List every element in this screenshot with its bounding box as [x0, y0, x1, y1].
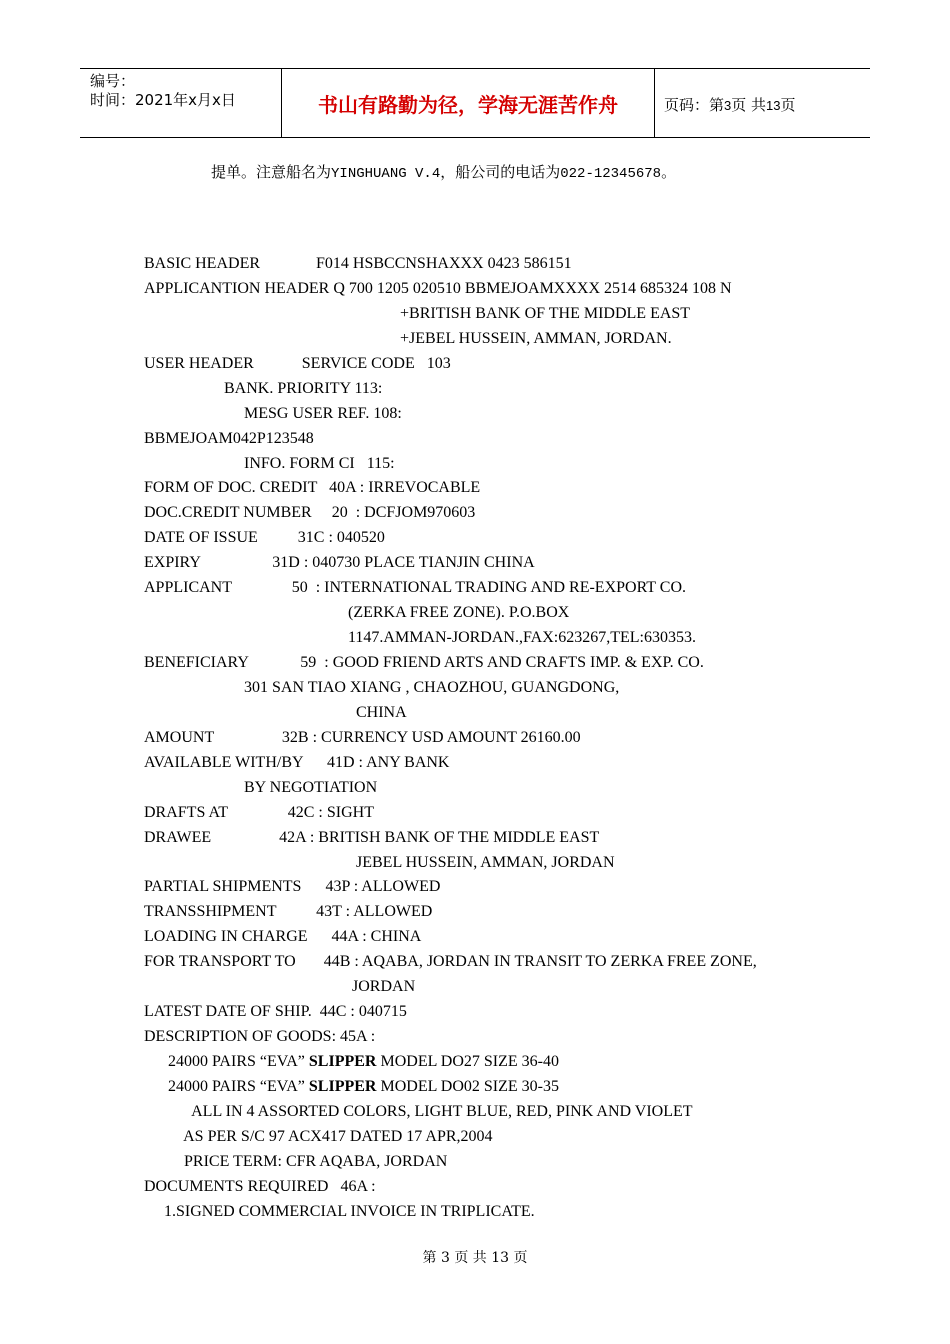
- message-line: AMOUNT 32B : CURRENCY USD AMOUNT 26160.00: [144, 728, 581, 746]
- message-line: 301 SAN TIAO XIANG , CHAOZHOU, GUANGDONG,: [144, 678, 620, 696]
- message-line: LATEST DATE OF SHIP. 44C : 040715: [144, 1003, 407, 1021]
- message-line: DESCRIPTION OF GOODS: 45A :: [144, 1028, 376, 1046]
- goods-item-bold: SLIPPER: [308, 1053, 377, 1070]
- message-line: DOC.CREDIT NUMBER 20 : DCFJOM970603: [144, 504, 476, 522]
- message-line: DRAFTS AT 42C : SIGHT: [144, 803, 374, 821]
- message-line: AS PER S/C 97 ACX417 DATED 17 APR,2004: [144, 1127, 493, 1145]
- goods-line: [144, 1050, 824, 1075]
- page-suffix: 页: [780, 96, 796, 114]
- document-time: 时间：2021年x月x日: [90, 91, 236, 109]
- message-line: PARTIAL SHIPMENTS 43P : ALLOWED: [144, 878, 441, 896]
- message-line: APPLICANT 50 : INTERNATIONAL TRADING AND RE-EXPORT CO.: [144, 579, 687, 597]
- message-line: MESG USER REF. 108:: [144, 404, 402, 422]
- carrier-phone: 022-12345678: [560, 166, 662, 182]
- message-line: 1.SIGNED COMMERCIAL INVOICE IN TRIPLICATE.: [144, 1202, 535, 1220]
- swift-message: [144, 252, 824, 1225]
- message-line: DATE OF ISSUE 31C : 040520: [144, 529, 385, 547]
- message-line: BBMEJOAM042P123548: [144, 429, 314, 447]
- goods-text: 24000 PAIRS “EVA”: [168, 1053, 309, 1070]
- message-line: FOR TRANSPORT TO 44B : AQABA, JORDAN IN TRANSIT TO ZERKA FREE ZONE,: [144, 953, 757, 971]
- goods-indent: [144, 1053, 168, 1070]
- intro-paragraph: [211, 161, 676, 182]
- message-line: 1147.AMMAN-JORDAN.,FAX:623267,TEL:630353.: [144, 629, 696, 647]
- message-line: USER HEADER SERVICE CODE 103: [144, 354, 451, 372]
- message-line: ALL IN 4 ASSORTED COLORS, LIGHT BLUE, RED, PINK AND VIOLET: [144, 1102, 693, 1120]
- message-line: LOADING IN CHARGE 44A : CHINA: [144, 928, 422, 946]
- footer-total: 13: [491, 1250, 510, 1266]
- message-line: BASIC HEADER F014 HSBCCNSHAXXX 0423 586151: [144, 255, 572, 272]
- message-line: DOCUMENTS REQUIRED 46A :: [144, 1177, 376, 1195]
- goods-text: MODEL DO02 SIZE 30-35: [376, 1077, 559, 1095]
- header-motto: 书山有路勤为径，学海无涯苦作舟: [318, 92, 618, 117]
- intro-middle: ，船公司的电话为: [440, 163, 561, 181]
- message-line: FORM OF DOC. CREDIT 40A : IRREVOCABLE: [144, 479, 481, 497]
- message-line: JORDAN: [144, 978, 416, 996]
- message-line: +BRITISH BANK OF THE MIDDLE EAST: [144, 304, 691, 322]
- footer-prefix: 第: [422, 1250, 437, 1266]
- footer-current: 3: [440, 1250, 450, 1266]
- intro-end: 。: [661, 163, 677, 181]
- message-line: BANK. PRIORITY 113:: [144, 379, 383, 397]
- message-line: (ZERKA FREE ZONE). P.O.BOX: [144, 604, 570, 622]
- footer-suffix: 页: [513, 1250, 528, 1266]
- message-line: TRANSSHIPMENT 43T : ALLOWED: [144, 903, 433, 921]
- intro-before: 提单。注意船名为: [211, 163, 332, 181]
- footer-mid: 页 共: [454, 1250, 487, 1266]
- document-number-label: 编号：: [90, 72, 136, 90]
- message-line: AVAILABLE WITH/BY 41D : ANY BANK: [144, 753, 450, 771]
- message-line: +JEBEL HUSSEIN, AMMAN, JORDAN.: [144, 329, 672, 347]
- header-meta: [90, 72, 236, 110]
- page-total: 13: [766, 98, 781, 113]
- message-line: EXPIRY 31D : 040730 PLACE TIANJIN CHINA: [144, 554, 535, 572]
- message-line: INFO. FORM CI 115:: [144, 454, 395, 472]
- page-footer: [0, 1247, 950, 1267]
- page-prefix: 页码：第: [664, 96, 725, 114]
- message-line: CHINA: [144, 703, 407, 721]
- page-header: [80, 68, 870, 138]
- goods-text: 24000 PAIRS “EVA”: [168, 1077, 309, 1095]
- goods-text: MODEL DO27 SIZE 36-40: [376, 1053, 559, 1070]
- goods-item-bold: SLIPPER: [308, 1077, 377, 1095]
- header-divider: [654, 69, 655, 137]
- page-mid: 页 共: [731, 96, 767, 114]
- message-line: APPLICANTION HEADER Q 700 1205 020510 BBMEJOAMXXXX 2514 685324 108 N: [144, 279, 732, 297]
- goods-indent: [144, 1078, 168, 1095]
- message-line: PRICE TERM: CFR AQABA, JORDAN: [144, 1152, 448, 1170]
- page-current: 3: [724, 98, 732, 113]
- message-line: BENEFICIARY 59 : GOOD FRIEND ARTS AND CRAFTS IMP. & EXP. CO.: [144, 654, 704, 671]
- message-line: JEBEL HUSSEIN, AMMAN, JORDAN: [144, 853, 615, 871]
- header-page-number: [664, 94, 796, 115]
- message-line: BY NEGOTIATION: [144, 778, 378, 796]
- goods-line: [144, 1075, 824, 1100]
- message-line: DRAWEE 42A : BRITISH BANK OF THE MIDDLE EAST: [144, 828, 600, 846]
- ship-name: YINGHUANG V.4: [331, 166, 441, 182]
